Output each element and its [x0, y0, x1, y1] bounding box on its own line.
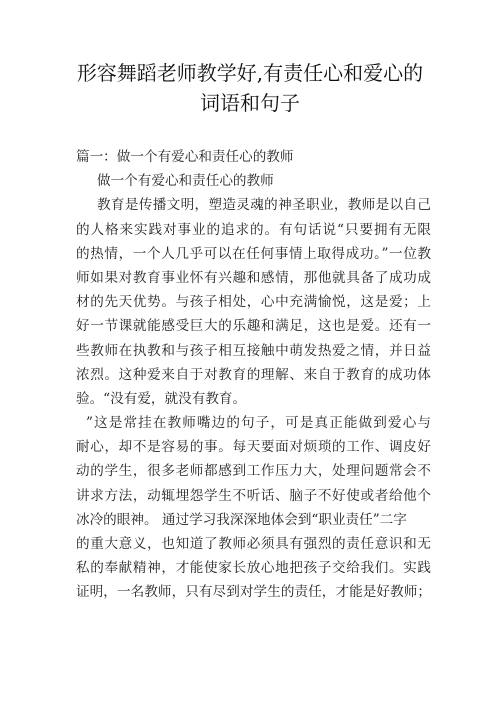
body-line: 验。“没有爱，就没有教育。: [76, 390, 247, 407]
section-subheading: 做一个有爱心和责任心的教师: [97, 173, 274, 190]
body-line: 耐心，却不是容易的事。每天要面对烦琐的工作、调皮好: [76, 439, 431, 456]
document-body: [76, 145, 431, 605]
body-line: 的重大意义，也知道了教师必须具有强烈的责任意识和无: [76, 536, 431, 552]
body-line: 好一节课就能感受巨大的乐趣和满足，这也是爱。还有一: [76, 318, 431, 335]
body-line: ”这是常挂在教师嘴边的句子，可是真正能做到爱心与: [86, 415, 431, 432]
body-line: 的热情，一个人几乎可以在任何事情上取得成功。”一位教: [76, 245, 431, 262]
title-line-2: 词语和句子: [200, 91, 300, 115]
body-line: 的人格来实践对事业的追求的。有句话说“只要拥有无限: [76, 221, 431, 238]
body-line: 私的奉献精神，才能使家长放心地把孩子交给我们。实践: [76, 560, 431, 577]
body-line: 材的先天优势。与孩子相处，心中充满愉悦，这是爱；上: [76, 294, 431, 311]
title-line-1: 形容舞蹈老师教学好,有责任心和爱心的: [76, 61, 424, 85]
body-line: 讲求方法，动辄埋怨学生不听话、脑子不好使或者给他个: [76, 487, 431, 504]
body-line: 师如果对教育事业怀有兴趣和感情，那他就具备了成功成: [76, 269, 431, 286]
body-line: 证明，一名教师，只有尽到对学生的责任，才能是好教师；: [76, 584, 431, 601]
document-title: [60, 58, 440, 118]
body-line: 冰冷的眼神。 通过学习我深深地体会到“职业责任”二字: [76, 511, 407, 528]
body-line: 浓烈。这种爱来自于对教育的理解、来自于教育的成功体: [76, 366, 431, 383]
body-line: 些教师在执教和与孩子相互接触中萌发热爱之情，并日益: [76, 342, 431, 359]
section-heading: 篇一：做一个有爱心和责任心的教师: [76, 149, 294, 165]
body-line: 教育是传播文明，塑造灵魂的神圣职业，教师是以自己: [97, 197, 431, 214]
body-line: 动的学生，很多老师都感到工作压力大，处理问题常会不: [76, 463, 431, 480]
